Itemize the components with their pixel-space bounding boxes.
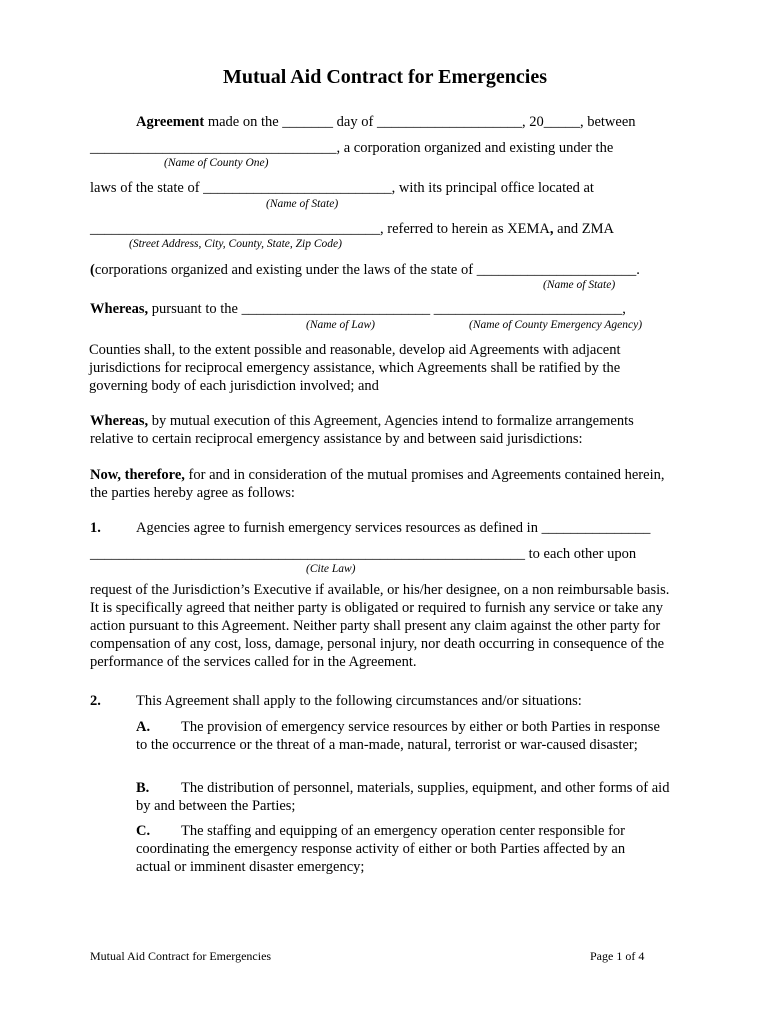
caption-state-2: (Name of State): [543, 279, 616, 291]
corporations-text: corporations organized and existing under the laws of the state of ______________________.: [94, 262, 640, 278]
section-1-num: 1.: [90, 520, 101, 536]
document-title: Mutual Aid Contract for Emergencies: [222, 66, 548, 88]
caption-state-1: (Name of State): [266, 198, 339, 210]
whereas-2-text: by mutual execution of this Agreement, Agencies intend to formalize arrangements relative to certain reciprocal emergency assistance by and between said jurisdictions:: [90, 413, 634, 447]
caption-address: (Street Address, City, County, State, Zip Code): [129, 238, 342, 250]
item-b-text: The distribution of personnel, materials, supplies, equipment, and other forms of aid by and between the Parties;: [136, 780, 670, 814]
whereas-1-label: Whereas,: [90, 301, 149, 317]
paren-bold: (: [90, 262, 95, 278]
section-2-item-a: [136, 718, 666, 754]
whereas-1-line: [90, 300, 626, 318]
section-1-body: request of the Jurisdiction’s Executive if available, or his/her designee, on a non reimbursable basis. It is specifically agreed that neither party is obligated or required to furnish any service or take any action pursuant to this Agreement. Neither party shall present any claim against the other party for compensation of any cost, loss, damage, personal injury, nor death occurring in consequence of the performance of the services called for in the Agreement.: [90, 582, 670, 670]
agreement-date-line: made on the _______ day of ____________________, 20_____, between: [204, 114, 636, 130]
caption-county-one: (Name of County One): [164, 157, 269, 169]
intro-line-5: [90, 261, 640, 279]
item-a-text: The provision of emergency service resources by either or both Parties in response to the occurrence or the threat of a man-made, natural, terrorist or war-caused disaster;: [136, 719, 660, 753]
section-1-line-2: ____________________________________________________________ to each other upon: [90, 546, 637, 562]
address-line: ________________________________________, referred to herein as XEMA: [90, 221, 550, 237]
now-therefore-text: for and in consideration of the mutual promises and Agreements contained herein, the parties hereby agree as follows:: [90, 467, 665, 501]
intro-line-1: [136, 113, 636, 131]
section-1-line-1: Agencies agree to furnish emergency services resources as defined in _______________: [136, 520, 651, 536]
comma-bold: ,: [549, 221, 554, 237]
caption-emergency-agency: (Name of County Emergency Agency): [469, 319, 643, 331]
item-c-text: The staffing and equipping of an emergency operation center responsible for coordinating the emergency response activity of either or both Parties affected by an actual or imminent disaster emergency;: [136, 823, 626, 875]
item-c-label: C.: [136, 823, 151, 839]
section-2-number: [90, 692, 101, 710]
section-2-intro: This Agreement shall apply to the following circumstances and/or situations:: [136, 693, 582, 709]
agreement-label: Agreement: [136, 114, 205, 130]
whereas-2-label: Whereas,: [90, 413, 149, 429]
page-number: Page 1 of 4: [590, 949, 645, 963]
item-b-label: B.: [136, 780, 150, 796]
section-2-item-c: [136, 822, 656, 876]
zma-text: and ZMA: [553, 221, 614, 237]
now-therefore-paragraph: [90, 466, 675, 502]
intro-line-3: laws of the state of __________________________, with its principal office located at: [90, 180, 594, 196]
caption-name-of-law: (Name of Law): [306, 319, 375, 331]
section-1-number: [90, 519, 101, 537]
section-2-item-b: [136, 779, 671, 815]
item-a-label: A.: [136, 719, 151, 735]
whereas-2-paragraph: [90, 412, 675, 448]
intro-line-4: [90, 220, 614, 238]
footer-title: Mutual Aid Contract for Emergencies: [90, 949, 272, 963]
caption-cite-law: (Cite Law): [306, 563, 356, 575]
whereas-1-blanks: pursuant to the __________________________ __________________________,: [148, 301, 626, 317]
intro-line-2: __________________________________, a corporation organized and existing under the: [90, 140, 614, 156]
now-therefore-label: Now, therefore,: [90, 467, 185, 483]
whereas-1-body: Counties shall, to the extent possible and reasonable, develop aid Agreements with adjacent jurisdictions for reciprocal emergency assistance, which Agreements shall be ratified by the governing body of each jurisdiction involved; and: [89, 342, 621, 394]
section-2-num: 2.: [90, 693, 101, 709]
